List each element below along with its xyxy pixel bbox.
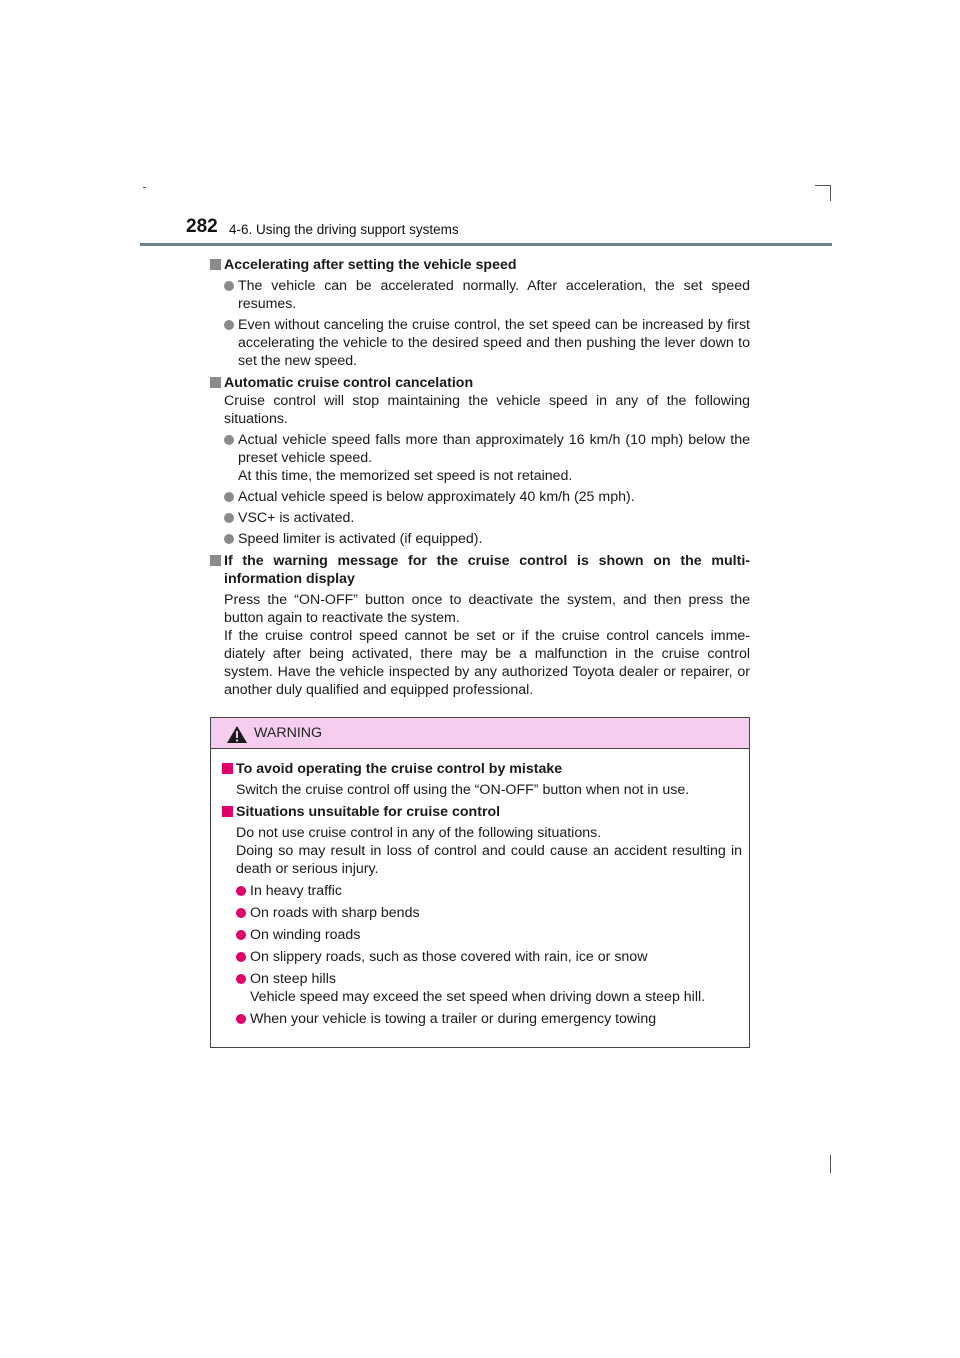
list-item: On slippery roads, such as those covered with rain, ice or snow [222, 948, 742, 966]
section-heading: Automatic cruise control cancelation [210, 374, 750, 392]
list-item: On steep hills Vehicle speed may exceed the set speed when driving down a steep hill. [222, 970, 742, 1006]
section-auto-cancel [210, 374, 750, 548]
crop-mark-top-right-v [830, 185, 831, 201]
warning-title: WARNING [254, 725, 323, 741]
list-item: The vehicle can be accelerated normally. After acceleration, the set speed resumes. [210, 277, 750, 313]
crop-mark-bottom-right [830, 1155, 831, 1173]
warning-heading: To avoid operating the cruise control by mistake [222, 760, 742, 778]
page-header [186, 214, 832, 244]
section-intro: Cruise control will stop maintaining the vehicle speed in any of the following situations. [224, 393, 750, 427]
list-item: VSC+ is activated. [210, 509, 750, 527]
warning-header [211, 718, 749, 749]
round-bullet-icon [224, 492, 234, 502]
square-bullet-icon [210, 555, 221, 566]
square-bullet-icon [222, 806, 233, 817]
list-item: Even without canceling the cruise control, the set speed can be increased by first accelerating the vehicle to the desired speed and then pushing the lever down to set the new speed. [210, 316, 750, 370]
section-heading: Accelerating after setting the vehicle speed [210, 256, 750, 274]
list-item: Actual vehicle speed falls more than approximately 16 km/h (10 mph) below the preset vehicle speed. At this time, the memorized set speed is not retained. [210, 431, 750, 485]
list-item: On roads with sharp bends [222, 904, 742, 922]
round-bullet-icon [236, 908, 246, 918]
round-bullet-icon [224, 281, 234, 291]
header-rule [140, 243, 832, 246]
warning-heading: Situations unsuitable for cruise control [222, 803, 742, 821]
square-bullet-icon [210, 259, 221, 270]
section-accelerating [210, 256, 750, 370]
round-bullet-icon [236, 974, 246, 984]
crop-mark-top-left [143, 187, 146, 188]
page-number: 282 [186, 216, 218, 237]
list-item: In heavy traffic [222, 882, 742, 900]
list-item: Speed limiter is activated (if equipped). [210, 530, 750, 548]
round-bullet-icon [224, 513, 234, 523]
round-bullet-icon [224, 435, 234, 445]
square-bullet-icon [210, 377, 221, 388]
section-heading: If the warning message for the cruise control is shown on the multi-information display [210, 552, 750, 588]
list-item: On winding roads [222, 926, 742, 944]
warning-body [222, 760, 742, 1032]
warning-section-mistake [222, 760, 742, 799]
section-title: 4-6. Using the driving support systems [229, 222, 459, 237]
warning-intro: Do not use cruise control in any of the following situations. Doing so may result in loss of control and could cause an accident resulting in death or serious injury. [236, 825, 742, 877]
round-bullet-icon [236, 886, 246, 896]
list-item: Actual vehicle speed is below approximately 40 km/h (25 mph). [210, 488, 750, 506]
warning-section-unsuitable [222, 803, 742, 1028]
square-bullet-icon [222, 763, 233, 774]
crop-mark-top-right-h [815, 185, 831, 186]
list-item: When your vehicle is towing a trailer or during emergency towing [222, 1010, 742, 1028]
round-bullet-icon [236, 952, 246, 962]
section-warning-message [210, 552, 750, 699]
warning-box [210, 717, 750, 1048]
section-intro: Press the “ON-OFF” button once to deactivate the system, and then press the button again to reactivate the system. If the cruise control speed cannot be set or if the cruise control cancels imme-diately after being activated, there may be a malfunction in the cruise control system. Have the vehicle inspected by any authorized Toyota dealer or repairer, or another duly qualified and equipped professional. [224, 592, 750, 698]
round-bullet-icon [224, 534, 234, 544]
warning-intro: Switch the cruise control off using the “ON-OFF” button when not in use. [236, 782, 690, 798]
round-bullet-icon [236, 1014, 246, 1024]
round-bullet-icon [224, 320, 234, 330]
warning-triangle-icon [226, 725, 248, 744]
main-content [210, 256, 750, 703]
round-bullet-icon [236, 930, 246, 940]
